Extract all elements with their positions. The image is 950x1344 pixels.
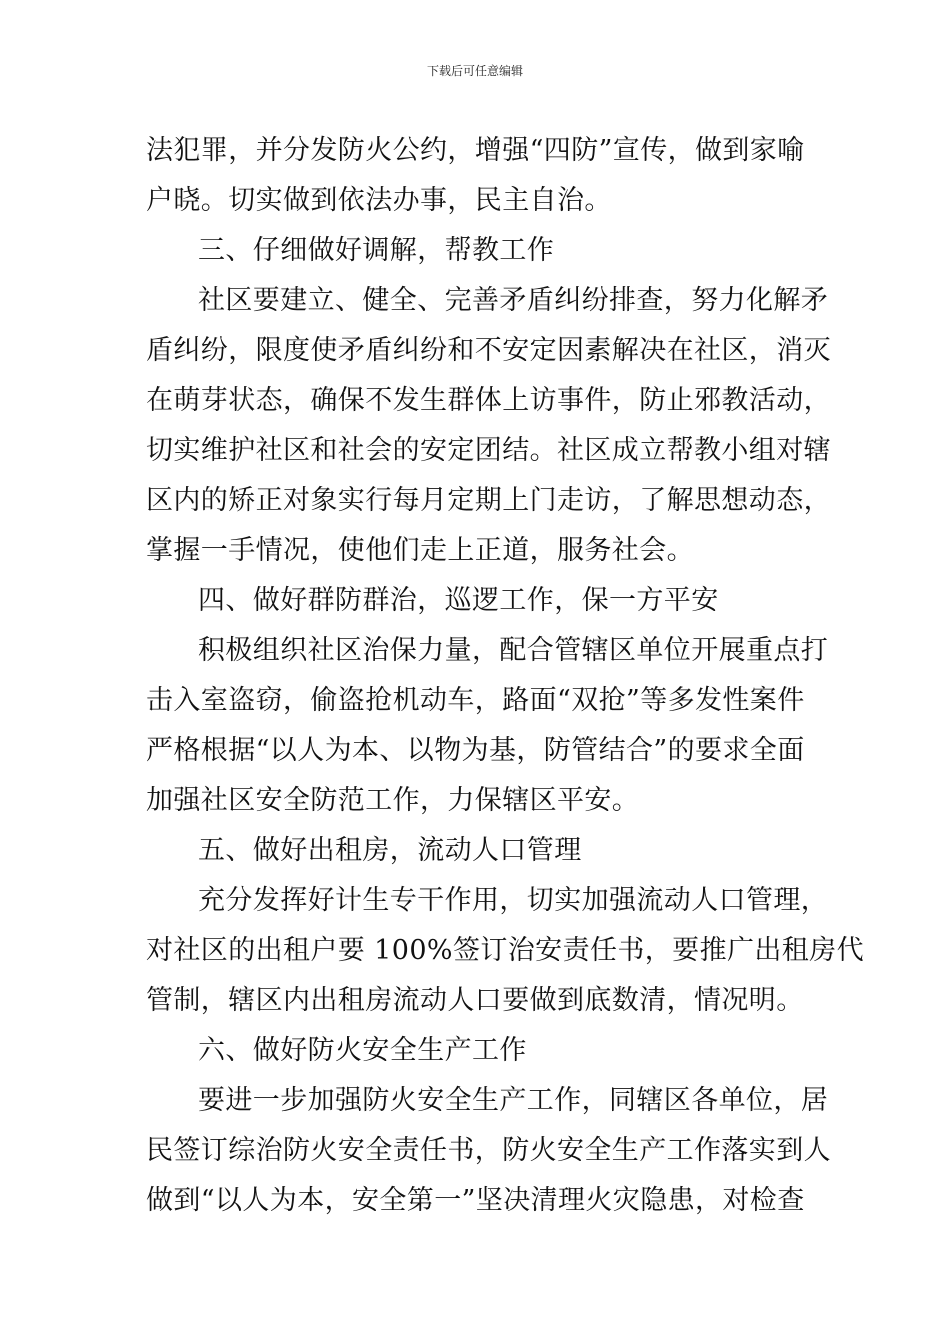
paragraph-line: 掌握一手情况，使他们走上正道，服务社会。 (146, 535, 694, 566)
paragraph-first-line: 要进一步加强防火安全生产工作，同辖区各单位，居 (198, 1085, 829, 1116)
paragraph-line: 法犯罪，并分发防火公约，增强“四防”宣传，做到家喻 (146, 135, 805, 166)
paragraph-line: 加强社区安全防范工作，力保辖区平安。 (146, 785, 640, 816)
paragraph-line: 盾纠纷，限度使矛盾纠纷和不安定因素解决在社区，消灭 (146, 335, 831, 366)
paragraph-first-line: 六、做好防火安全生产工作 (198, 1035, 527, 1066)
paragraph-line: 对社区的出租户要 100%签订治安责任书，要推广出租房代 (146, 935, 864, 966)
paragraph-line: 切实维护社区和社会的安定团结。社区成立帮教小组对辖 (146, 435, 831, 466)
paragraph-first-line: 五、做好出租房，流动人口管理 (198, 835, 582, 866)
paragraph-line: 做到“以人为本，安全第一”坚决清理火灾隐患，对检查 (146, 1185, 805, 1216)
paragraph-line: 户晓。切实做到依法办事，民主自治。 (146, 185, 612, 216)
paragraph-line: 击入室盗窃，偷盗抢机动车，路面“双抢”等多发性案件 (146, 685, 805, 716)
paragraph-first-line: 三、仔细做好调解，帮教工作 (198, 235, 555, 266)
paragraph-line: 在萌芽状态，确保不发生群体上访事件，防止邪教活动， (146, 385, 831, 416)
paragraph-line: 管制，辖区内出租房流动人口要做到底数清，情况明。 (146, 985, 804, 1016)
paragraph-first-line: 社区要建立、健全、完善矛盾纠纷排查，努力化解矛 (198, 285, 829, 316)
paragraph-line: 严格根据“以人为本、以物为基，防管结合”的要求全面 (146, 735, 805, 766)
paragraph-line: 民签订综治防火安全责任书，防火安全生产工作落实到人 (146, 1135, 831, 1166)
paragraph-first-line: 四、做好群防群治，巡逻工作，保一方平安 (198, 585, 719, 616)
paragraph-line: 区内的矫正对象实行每月定期上门走访，了解思想动态， (146, 485, 831, 516)
paragraph-first-line: 充分发挥好计生专干作用，切实加强流动人口管理， (198, 885, 829, 916)
document-body (146, 126, 864, 1226)
page-header: 下载后可任意编辑 (426, 64, 523, 78)
paragraph-first-line: 积极组织社区治保力量，配合管辖区单位开展重点打 (198, 635, 829, 666)
